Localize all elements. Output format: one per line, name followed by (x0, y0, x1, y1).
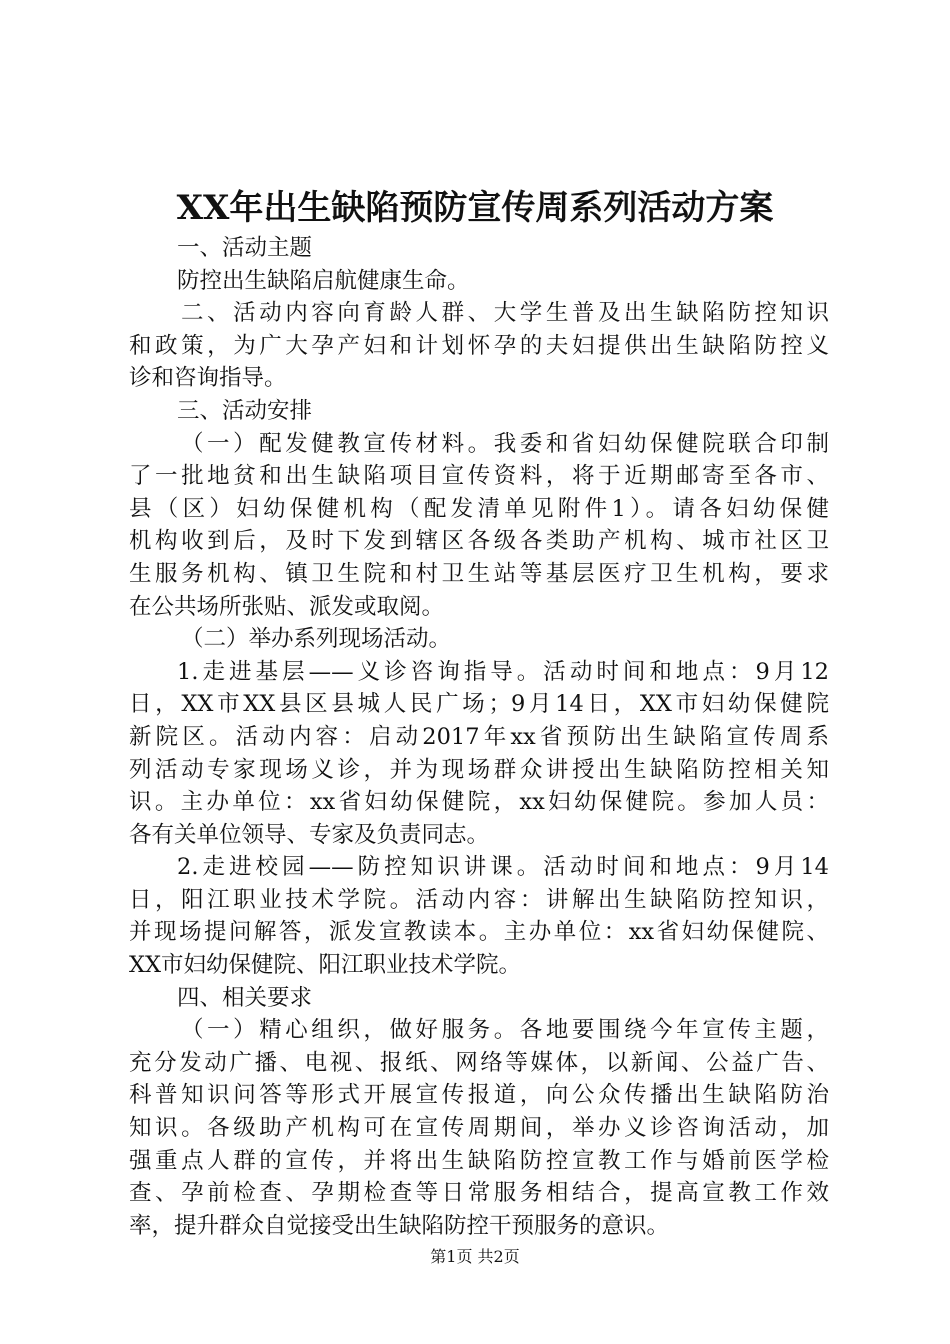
heading-activity-arrangement: 三、活动安排 (177, 397, 313, 424)
paragraph-line: 日，XX市XX县区县城人民广场；9月14日，XX市妇幼保健院 (129, 691, 829, 718)
paragraph-line: 县（区）妇幼保健机构（配发清单见附件1）。请各妇幼保健 (129, 495, 829, 522)
paragraph-line: （一）精心组织，做好服务。各地要围绕今年宣传主题， (181, 1017, 829, 1044)
paragraph-line: 强重点人群的宣传，并将出生缺陷防控宣教工作与婚前医学检 (129, 1147, 829, 1174)
paragraph-line: （二）举办系列现场活动。 (181, 626, 452, 653)
paragraph-line: 新院区。活动内容：启动2017年xx省预防出生缺陷宣传周系 (129, 723, 829, 750)
heading-requirements: 四、相关要求 (177, 984, 313, 1011)
paragraph-line: 并现场提问解答，派发宣教读本。主办单位：xx省妇幼保健院、 (129, 919, 829, 946)
paragraph-line: 知识。各级助产机构可在宣传周期间，举办义诊咨询活动，加 (129, 1115, 829, 1142)
paragraph-line: 日，阳江职业技术学院。活动内容：讲解出生缺陷防控知识， (129, 886, 829, 913)
paragraph-line: 诊和咨询指导。 (129, 365, 287, 392)
paragraph-line: （一）配发健教宣传材料。我委和省妇幼保健院联合印制 (181, 430, 829, 457)
paragraph-line: 1.走进基层——义诊咨询指导。活动时间和地点：9月12 (177, 658, 829, 685)
paragraph-line: 2.走进校园——防控知识讲课。活动时间和地点：9月14 (177, 854, 829, 881)
paragraph-line: 率，提升群众自觉接受出生缺陷防控干预服务的意识。 (129, 1212, 670, 1239)
paragraph-line: 充分发动广播、电视、报纸、网络等媒体，以新闻、公益广告、 (129, 1049, 829, 1076)
document-body (129, 232, 829, 1242)
paragraph-line: 科普知识问答等形式开展宣传报道，向公众传播出生缺陷防治 (129, 1082, 829, 1109)
paragraph-line: 在公共场所张贴、派发或取阅。 (129, 593, 445, 620)
paragraph-line: 了一批地贫和出生缺陷项目宣传资料，将于近期邮寄至各市、 (129, 463, 829, 490)
paragraph-line: 查、孕前检查、孕期检查等日常服务相结合，提高宣教工作效 (129, 1180, 829, 1207)
paragraph-line: 列活动专家现场义诊，并为现场群众讲授出生缺陷防控相关知 (129, 756, 829, 783)
paragraph-line: 生服务机构、镇卫生院和村卫生站等基层医疗卫生机构，要求 (129, 560, 829, 587)
paragraph-line: 二、活动内容向育龄人群、大学生普及出生缺陷防控知识 (181, 300, 829, 327)
document-title: XX年出生缺陷预防宣传周系列活动方案 (176, 188, 774, 228)
paragraph-line: 识。主办单位：xx省妇幼保健院，xx妇幼保健院。参加人员： (129, 789, 829, 816)
paragraph-line: 各有关单位领导、专家及负责同志。 (129, 821, 490, 848)
page-footer: 第1页 共2页 (430, 1247, 520, 1266)
heading-activity-theme: 一、活动主题 (177, 235, 313, 261)
paragraph-line: 防控出生缺陷启航健康生命。 (177, 267, 470, 294)
paragraph-line: 机构收到后，及时下发到辖区各级各类助产机构、城市社区卫 (129, 528, 829, 555)
paragraph-line: XX市妇幼保健院、阳江职业技术学院。 (129, 952, 522, 979)
paragraph-line: 和政策，为广大孕产妇和计划怀孕的夫妇提供出生缺陷防控义 (129, 332, 829, 359)
